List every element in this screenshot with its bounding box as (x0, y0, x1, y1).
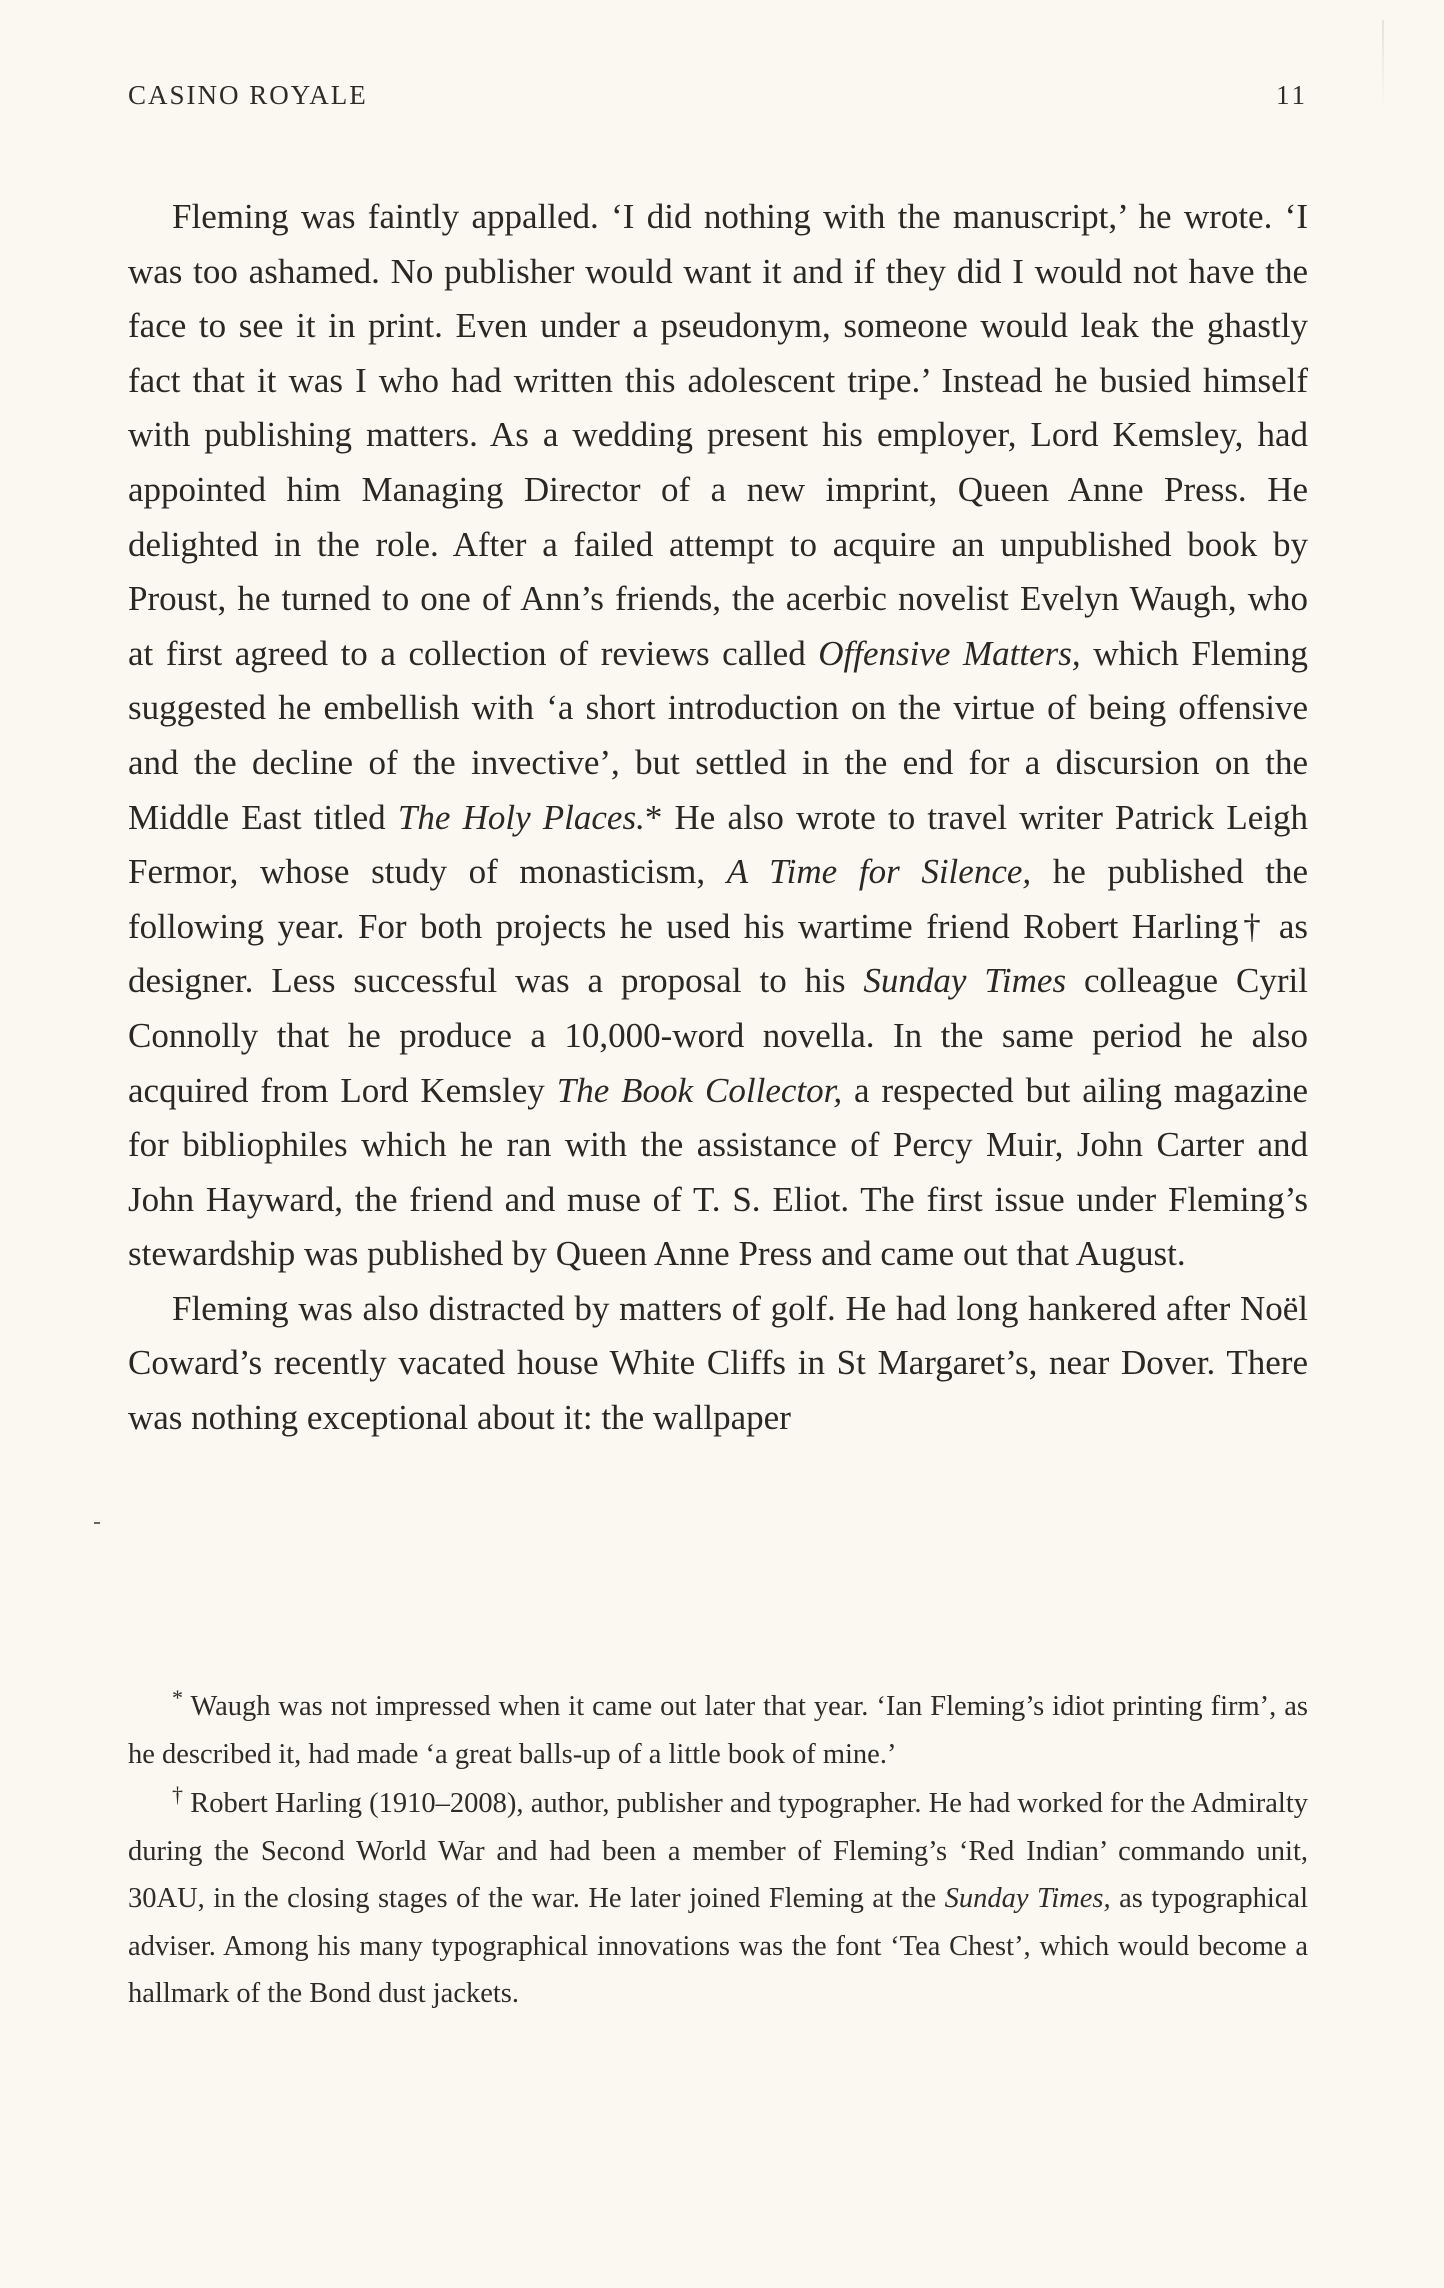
p1-title-time-for-silence: A Time for Silence, (726, 852, 1032, 892)
main-text (128, 190, 1308, 1446)
paragraph-1 (128, 190, 1308, 1282)
footnote-2 (128, 1780, 1308, 2018)
page-number: 11 (1276, 80, 1308, 110)
p1-title-book-collector: The Book Collector, (556, 1070, 843, 1110)
p1-title-offensive-matters: Offensive Matters, (818, 633, 1081, 673)
footnote-1-mark: * (172, 1685, 183, 1710)
footnote-1 (128, 1683, 1308, 1778)
paragraph-2: Fleming was also distracted by matters of golf. He had long hankered after Noël Coward’s recently vacated house White Cliffs in St Margaret’s, near Dover. There was nothing exceptional about it: the wallpaper (128, 1288, 1308, 1438)
footnote-2-text-a: Robert Harling (1910–2008), author, publisher and typographer. He had worked for the Admiralty during the Second World War and had been a member of Fleming’s ‘Red Indian’ commando unit, 30AU, in the closing stages of the war. He later joined Fleming at the (128, 1788, 1308, 1914)
p1-text-i: colleague Cyril Connolly that he produce a 10,000-word novella. In the same period he also acquired from Lord Kemsley (128, 961, 1308, 1110)
page-edge-shadow (1382, 20, 1384, 110)
p1-text-a: Fleming was faintly appalled. ‘I did nothing with the manuscript,’ he wrote. ‘I was too ashamed. No publisher would want it and if they did I would not have the face to see it in print. Even under a pseudonym, someone would leak the ghastly fact that it was I who had written this adolescent tripe.’ Instead he busied himself with publishing matters. As a wedding present his employer, Lord Kemsley, had appointed him Managing Director of a new imprint, Queen Anne Press. He delighted in the role. After a failed attempt to acquire an unpublished book by Proust, he turned to one of Ann’s friends, the acerbic novelist Evelyn Waugh, who at first agreed to a collection of reviews called (128, 197, 1308, 673)
chapter-title: CASINO ROYALE (128, 80, 368, 110)
footnote-2-sunday-times: Sunday Times, (944, 1883, 1111, 1914)
footnotes (128, 1683, 1308, 2020)
margin-mark (94, 1522, 100, 1524)
p1-text-k: a respected but ailing magazine for bibliophiles which he ran with the assistance of Percy Muir, John Carter and John Hayward, the friend and muse of T. S. Eliot. The first issue under Fleming’s stewardship was published by Queen Anne Press and came out that August. (128, 1070, 1308, 1274)
running-head (128, 80, 1308, 120)
footnote-1-text: Waugh was not impressed when it came out later that year. ‘Ian Fleming’s idiot printing firm’, as he described it, had made ‘a great balls-up of a little book of mine.’ (128, 1691, 1308, 1770)
p1-text-e: * He also wrote to travel writer Patrick Leigh Fermor, whose study of monasticism, (128, 797, 1309, 892)
p1-title-holy-places: The Holy Places. (397, 797, 645, 837)
p1-text-c: which Fleming suggested he embellish with ‘a short introduction on the virtue of being offensive and the decline of the invective’, but settled in the end for a discursion on the Middle East titled (128, 633, 1308, 837)
p1-title-sunday-times: Sunday Times (863, 961, 1067, 1001)
footnote-2-mark: † (172, 1782, 184, 1807)
p1-text-g: he published the following year. For both projects he used his wartime friend Robert Harling† as designer. Less successful was a proposal to his (128, 852, 1308, 1001)
footnote-2-text-c: as typographical adviser. Among his many typographical innovations was the font ‘Tea Chest’, which would become a hallmark of the Bond dust jackets. (128, 1883, 1308, 2009)
